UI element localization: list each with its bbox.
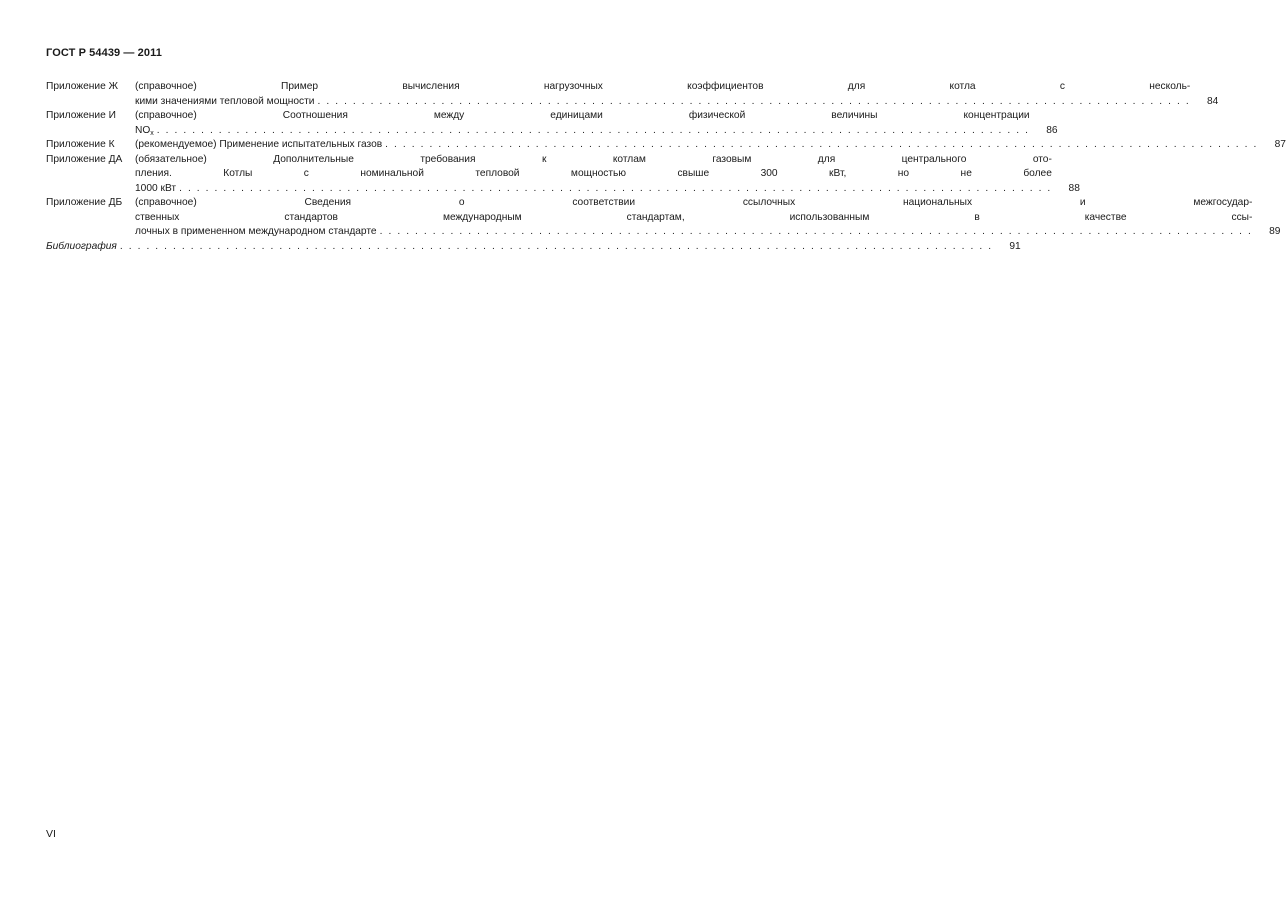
toc-entry-appendix-da[interactable] [46,153,1080,197]
toc-entry-text-line: ственных стандартов международным стандартам, использованным в качестве ссы- [135,211,1253,223]
dot-leader [120,240,993,255]
table-of-contents [46,80,1286,254]
toc-page-number: 88 [1068,182,1080,194]
toc-entry-text-line: лочных в примененном международном стандарте [135,226,377,237]
toc-page-number: 89 [1269,226,1281,237]
toc-page-number: 87 [1274,139,1286,150]
toc-entry-text-line: 1000 кВт [135,182,177,194]
toc-entry-text-line: (обязательное) Дополнительные требования к котлам газовым для центрального ото- [135,153,1052,165]
toc-entry-appendix-i[interactable] [46,109,1058,138]
toc-entry-appendix-db[interactable] [46,196,1281,240]
dot-leader [385,138,1258,153]
toc-page-number: 91 [1009,240,1021,252]
toc-entry-text-line: (рекомендуемое) Применение испытательных газов [135,139,383,150]
toc-entry-text-line: пления. Котлы с номинальной тепловой мощностью свыше 300 кВт, но не более [135,168,1052,179]
toc-entry-bibliography[interactable] [46,240,1021,255]
toc-entry-label: Библиография [46,240,117,252]
document-header: ГОСТ Р 54439 — 2011 [46,47,162,59]
toc-entry-text-line: (справочное) Пример вычисления нагрузочных коэффициентов для котла с несколь- [135,81,1191,92]
toc-entry-appendix-k[interactable] [46,138,1286,153]
toc-entry-label: Приложение И [46,110,116,121]
toc-entry-label: Приложение К [46,139,115,150]
toc-entry-label: Приложение ДА [46,153,123,165]
toc-entry-appendix-zh[interactable] [46,80,1219,109]
toc-entry-label: Приложение ДБ [46,197,123,208]
dot-leader [157,124,1030,139]
toc-entry-label: Приложение Ж [46,81,118,92]
toc-entry-text-line: (справочное) Соотношения между единицами физической величины концентрации [135,110,1030,121]
dot-leader [179,182,1052,197]
toc-page-number: 86 [1046,124,1058,136]
dot-leader [317,95,1190,110]
toc-entry-text-line: $NO_x$ [135,124,154,137]
page-number-footer: VI [46,828,56,840]
toc-page-number: 84 [1206,95,1219,107]
toc-entry-text-line: (справочное) Сведения о соответствии ссылочных национальных и межгосудар- [135,197,1253,208]
subscript: x [150,129,154,137]
toc-entry-text-line: кими значениями тепловой мощности [135,95,315,107]
dot-leader [380,225,1253,240]
